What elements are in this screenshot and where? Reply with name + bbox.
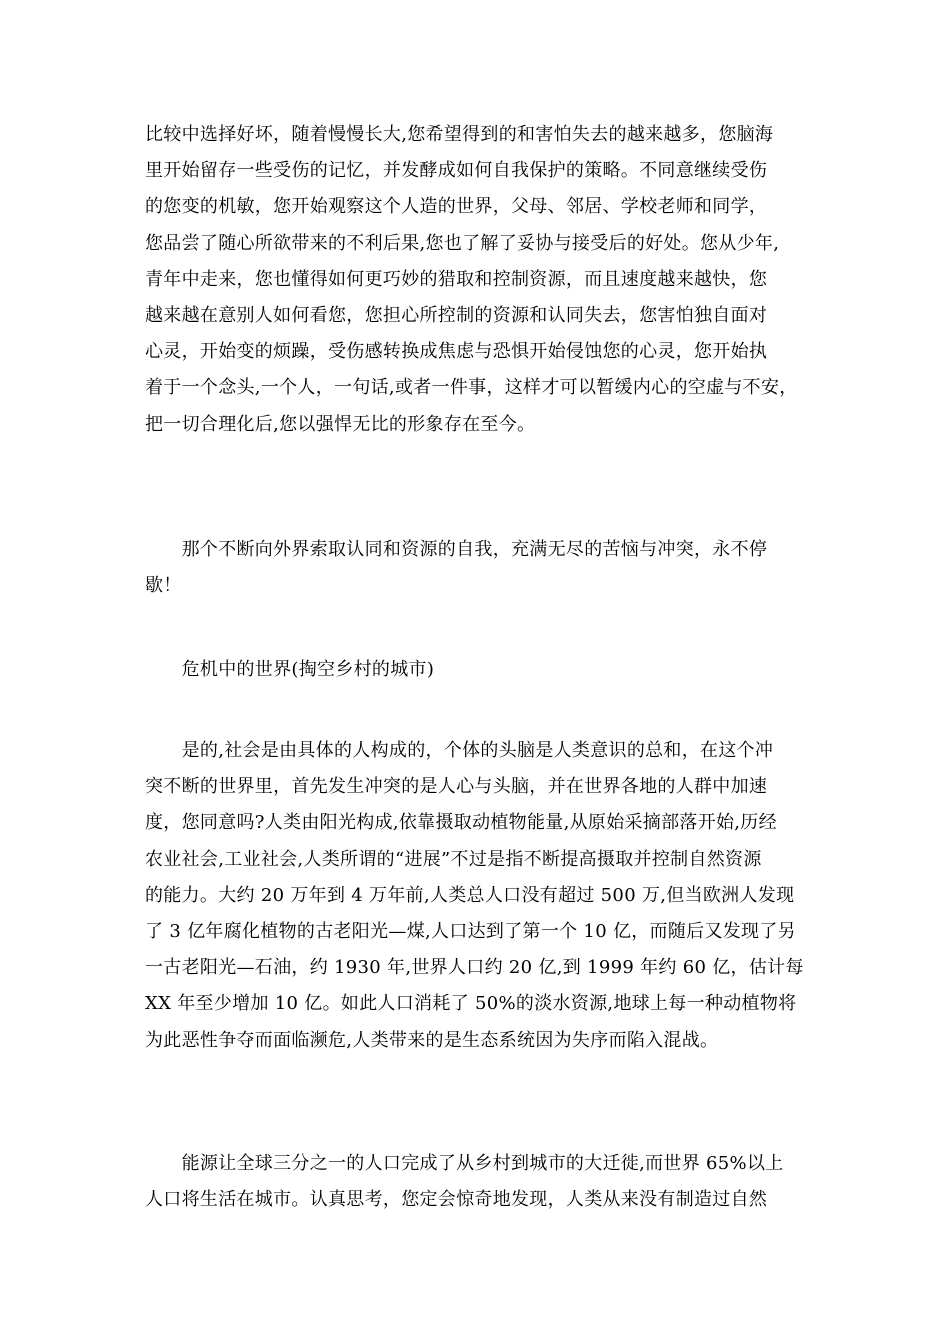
paragraph-endless-conflict <box>145 532 825 604</box>
text-line: 的您变的机敏，您开始观察这个人造的世界，父母、邻居、学校老师和同学， <box>145 196 768 218</box>
text-line: 着于一个念头,一个人，一句话,或者一件事，这样才可以暂缓内心的空虚与不安， <box>145 377 798 399</box>
text-line: 青年中走来，您也懂得如何更巧妙的猎取和控制资源，而且速度越来越快，您 <box>145 268 768 290</box>
text-line: 了 3 亿年腐化植物的古老阳光—煤,人口达到了第一个 10 亿，而随后又发现了另 <box>145 920 796 942</box>
text-line: 歇！ <box>145 575 182 597</box>
text-line: 您品尝了随心所欲带来的不利后果,您也了解了妥协与接受后的好处。您从少年, <box>145 232 780 254</box>
text-line: XX 年至少增加 10 亿。如此人口消耗了 50%的淡水资源,地球上每一种动植物将 <box>145 993 797 1015</box>
text-line: 一古老阳光—石油，约 1930 年,世界人口约 20 亿,到 1999 年约 60 亿，估计每 <box>145 957 804 979</box>
text-line: 那个不断向外界索取认同和资源的自我，充满无尽的苦恼与冲突，永不停 <box>145 539 768 560</box>
text-line: 的能力。大约 20 万年到 4 万年前,人类总人口没有超过 500 万,但当欧洲人发现 <box>145 884 795 906</box>
section-heading <box>145 652 825 688</box>
text-line: 农业社会,工业社会,人类所谓的“进展”不过是指不断提高摄取并控制自然资源 <box>145 848 762 870</box>
text-line: 越来越在意别人如何看您，您担心所控制的资源和认同失去，您害怕独自面对 <box>145 304 768 326</box>
text-line: 为此恶性争夺而面临濒危,人类带来的是生态系统因为失序而陷入混战。 <box>145 1029 719 1051</box>
text-line: 人口将生活在城市。认真思考，您定会惊奇地发现，人类从来没有制造过自然 <box>145 1189 768 1211</box>
text-line: 是的,社会是由具体的人构成的，个体的头脑是人类意识的总和，在这个冲 <box>145 740 774 761</box>
text-line: 里开始留存一些受伤的记忆，并发酵成如何自我保护的策略。不同意继续受伤 <box>145 160 768 182</box>
heading-line: 危机中的世界(掏空乡村的城市) <box>145 659 435 680</box>
paragraph-self-protection <box>145 117 825 443</box>
paragraph-population-resources <box>145 733 825 1059</box>
text-line: 把一切合理化后,您以强悍无比的形象存在至今。 <box>145 413 536 435</box>
text-line: 突不断的世界里，首先发生冲突的是人心与头脑，并在世界各地的人群中加速 <box>145 776 768 798</box>
text-line: 心灵，开始变的烦躁，受伤感转换成焦虑与恐惧开始侵蚀您的心灵，您开始执 <box>145 341 768 363</box>
text-line: 比较中选择好坏，随着慢慢长大,您希望得到的和害怕失去的越来越多，您脑海 <box>145 124 774 145</box>
text-line: 能源让全球三分之一的人口完成了从乡村到城市的大迁徙,而世界 65%以上 <box>145 1153 784 1174</box>
paragraph-urban-migration <box>145 1146 825 1218</box>
text-line: 度，您同意吗?人类由阳光构成,依靠摄取动植物能量,从原始采摘部落开始,历经 <box>145 812 777 834</box>
